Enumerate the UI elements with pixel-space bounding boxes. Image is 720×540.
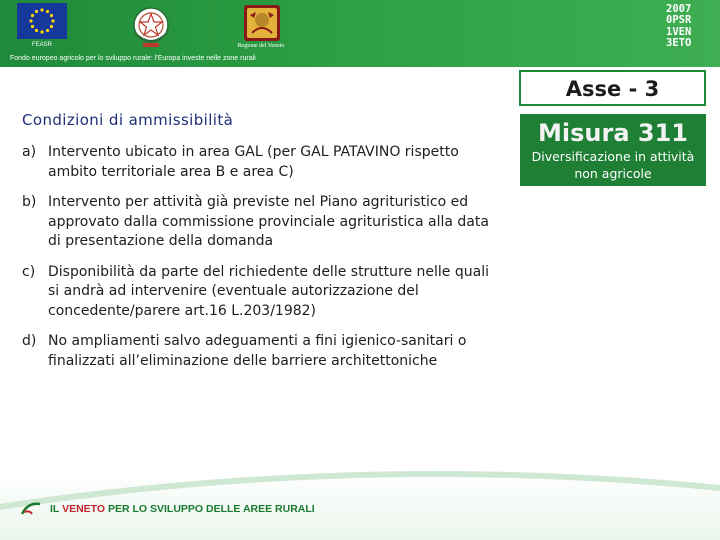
- list-item-marker: c): [22, 263, 36, 280]
- misura-title: Misura 311: [538, 119, 688, 147]
- list-item: [22, 143, 502, 182]
- misura-subtitle: Diversificazione in attività non agricole: [531, 149, 695, 181]
- list-item-marker: a): [22, 144, 37, 160]
- header-tagline: Fondo europeo agricolo per lo sviluppo rurale: l'Europa investe nelle zone rurali: [10, 55, 256, 62]
- section-title: Condizioni di ammissibilità: [22, 111, 234, 129]
- footer-prefix: IL: [50, 503, 60, 515]
- list-item: [22, 193, 502, 252]
- footer-highlight: VENETO: [62, 503, 106, 515]
- psr-line-2: 0PSR: [666, 14, 692, 27]
- psr-veneto-logo: [666, 4, 710, 50]
- list-item-text: Intervento ubicato in area GAL (per GAL PATAVINO rispetto ambito territoriale area B e area C): [48, 144, 459, 180]
- list-item-text: Intervento per attività già previste nel Piano agrituristico ed approvato dalla commissione provinciale agrituristica alla data di presentazione della domanda: [48, 194, 489, 249]
- sprout-icon: [20, 500, 42, 516]
- italian-republic-emblem: [131, 3, 171, 51]
- asse-badge: Asse - 3: [519, 70, 706, 106]
- footer-rest: PER LO SVILUPPO DELLE AREE RURALI: [107, 503, 315, 515]
- psr-line-3: 1VEN: [666, 25, 692, 38]
- list-item: [22, 263, 502, 322]
- eu-flag-logo: [17, 3, 67, 39]
- list-item-text: No ampliamenti salvo adeguamenti a fini igienico-sanitari o finalizzati all’eliminazione delle barriere architettoniche: [48, 333, 467, 369]
- list-item-marker: d): [22, 333, 37, 349]
- list-item-text: Disponibilità da parte del richiedente delle strutture nelle quali si andrà ad intervenire (eventuale autorizzazione del concedente/parere art.16 L.203/1982): [48, 263, 489, 319]
- veneto-label: Regione del Veneto: [237, 43, 285, 49]
- list-item: [22, 332, 502, 371]
- misura-box: [520, 114, 706, 186]
- eu-label: FEASR: [31, 42, 52, 48]
- conditions-list: [22, 143, 502, 382]
- psr-line-1: 2007: [666, 3, 692, 15]
- footer-slogan: [50, 503, 315, 515]
- header-band: [0, 0, 720, 67]
- veneto-lion-logo: [242, 3, 282, 43]
- list-item-marker: b): [22, 194, 37, 210]
- psr-line-4: 3ETO: [666, 36, 692, 49]
